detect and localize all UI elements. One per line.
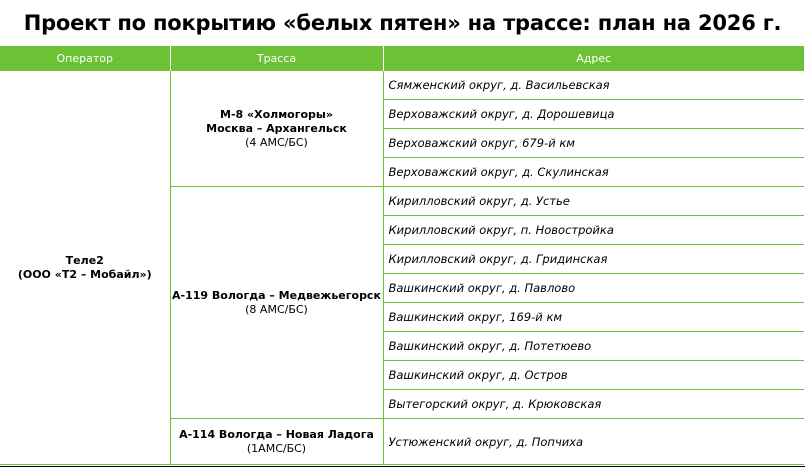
address-cell: Вашкинский округ, д. Павлово	[383, 274, 804, 303]
address-cell: Вытегорский округ, д. Крюковская	[383, 390, 804, 419]
address-cell: Устюженский округ, д. Попчиха	[383, 419, 804, 465]
address-cell: Вашкинский округ, д. Остров	[383, 361, 804, 390]
address-cell: Сямженский округ, д. Васильевская	[383, 71, 804, 100]
road-cell-a119	[170, 187, 383, 419]
header-address: Адрес	[383, 46, 804, 71]
operator-cell	[0, 71, 170, 465]
road-cell-a114	[170, 419, 383, 465]
page-title: Проект по покрытию «белых пятен» на трассе: план на 2026 г.	[23, 11, 782, 35]
table-header-row	[0, 46, 804, 71]
address-cell: Вашкинский округ, 169-й км	[383, 303, 804, 332]
coverage-plan-table	[0, 46, 804, 465]
road-site-count: (8 АМС/БС)	[245, 302, 308, 316]
operator-legal-name: (ООО «Т2 – Мобайл»)	[17, 267, 152, 281]
address-cell: Кирилловский округ, д. Устье	[383, 187, 804, 216]
road-cell-m8	[170, 71, 383, 187]
address-cell: Кирилловский округ, п. Новостройка	[383, 216, 804, 245]
address-cell: Верховажский округ, д. Дорошевица	[383, 100, 804, 129]
road-name: А-114 Вологда – Новая Ладога	[179, 427, 374, 441]
bottom-divider	[0, 466, 805, 467]
road-name: А-119 Вологда – Медвежьегорск	[172, 288, 381, 302]
operator-name: Теле2	[65, 253, 104, 267]
address-cell: Вашкинский округ, д. Потетюево	[383, 332, 804, 361]
header-operator: Оператор	[0, 46, 170, 71]
address-cell: Верховажский округ, 679-й км	[383, 129, 804, 158]
table-row	[0, 71, 804, 100]
road-site-count: (4 АМС/БС)	[245, 135, 308, 149]
address-cell: Верховажский округ, д. Скулинская	[383, 158, 804, 187]
road-route: Москва – Архангельск	[206, 121, 347, 135]
header-road: Трасса	[170, 46, 383, 71]
road-site-count: (1АМС/БС)	[246, 441, 307, 455]
road-name: М-8 «Холмогоры»	[220, 107, 333, 121]
address-cell: Кирилловский округ, д. Гридинская	[383, 245, 804, 274]
